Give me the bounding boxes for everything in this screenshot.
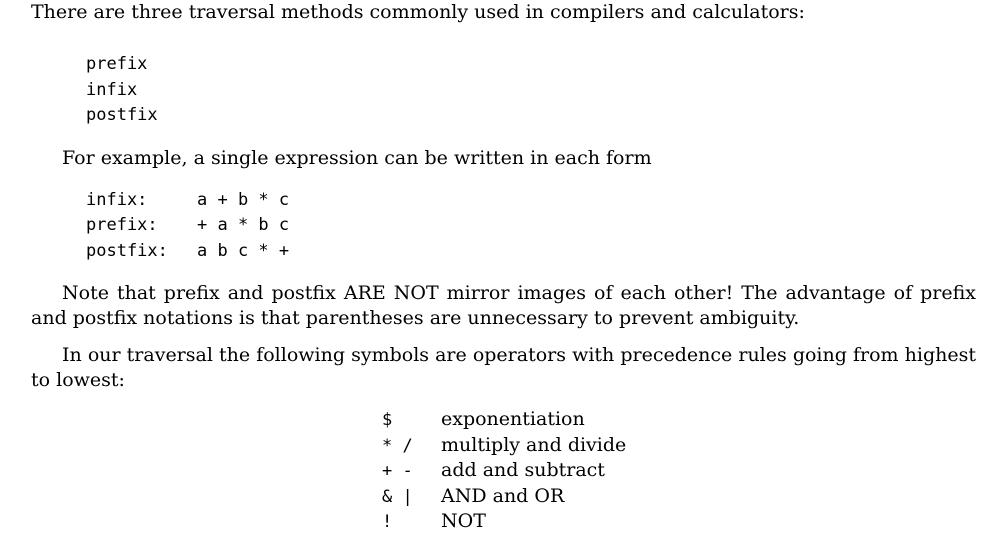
operator-symbol: + -	[382, 461, 413, 481]
operator-symbol: * /	[382, 435, 413, 456]
form-label: postfix:	[86, 240, 168, 261]
form-expression: a b c * +	[197, 240, 290, 261]
operator-precedence-table	[382, 407, 976, 535]
operator-description: NOT	[441, 510, 486, 532]
operator-symbol: $	[382, 410, 393, 430]
traversal-methods-list	[86, 52, 976, 129]
form-expression: a + b * c	[197, 189, 290, 210]
document-body	[31, 0, 976, 535]
operator-description: AND and OR	[441, 484, 565, 507]
operator-row	[382, 407, 976, 433]
operator-row	[382, 484, 976, 510]
operator-description: multiply and divide	[441, 433, 627, 456]
method-item: prefix	[86, 54, 148, 74]
operator-description: add and subtract	[441, 459, 605, 481]
form-row	[86, 239, 976, 265]
form-row	[86, 188, 976, 214]
operator-symbol: !	[382, 512, 393, 532]
operator-row	[382, 509, 976, 535]
form-label: infix:	[86, 189, 148, 210]
intro-paragraph: There are three traversal methods commonly used in compilers and calculators:	[31, 1, 805, 23]
operator-description: exponentiation	[441, 408, 585, 430]
expression-forms	[86, 188, 976, 265]
form-label: prefix:	[86, 215, 158, 235]
form-expression: + a * b c	[197, 215, 290, 235]
operator-row	[382, 458, 976, 484]
operator-symbol: & |	[382, 486, 413, 507]
example-intro-paragraph: For example, a single expression can be written in each form	[62, 146, 652, 169]
form-row	[86, 213, 976, 239]
method-item: postfix	[86, 105, 158, 125]
operators-intro-paragraph: In our traversal the following symbols are operators with precedence rules going from highest to lowest:	[31, 344, 976, 391]
note-paragraph: Note that prefix and postfix ARE NOT mirror images of each other! The advantage of prefix and postfix notations is that parentheses are unnecessary to prevent ambiguity.	[31, 282, 976, 329]
method-item: infix	[86, 79, 138, 100]
operator-row	[382, 433, 976, 459]
